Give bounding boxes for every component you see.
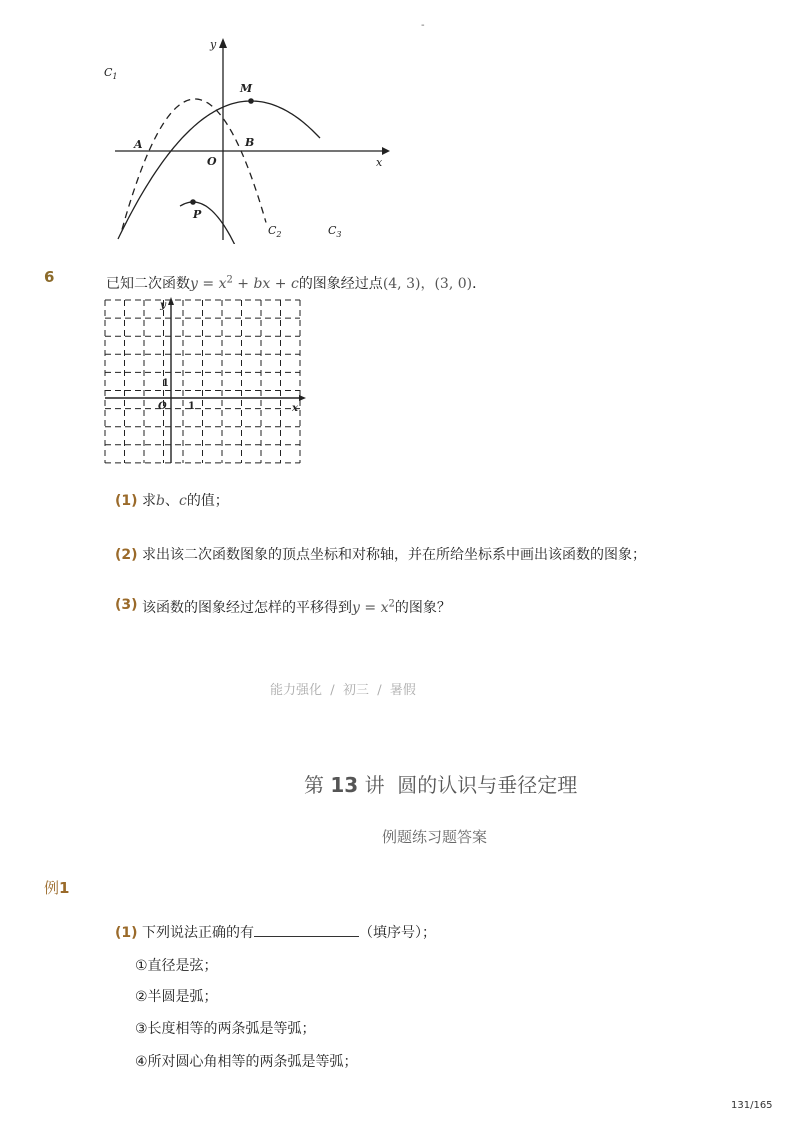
option-3: ③长度相等的两条弧是等弧；	[135, 1021, 316, 1037]
sub-question-1: (1) 求b、c的值；	[115, 493, 229, 509]
grid-label-x: x	[292, 403, 298, 414]
sub-question-3: (3) 该函数的图象经过怎样的平移得到$y = x^2$的图象？	[115, 597, 451, 616]
grid-label-one-y: 1	[162, 378, 169, 389]
point-p	[190, 199, 196, 205]
label-b: B	[245, 136, 255, 149]
page-footer: 能力强化 / 初三 / 暑假	[270, 683, 416, 698]
option-1: ①直径是弦；	[135, 958, 218, 974]
chapter-title: 第 13 讲 圆的认识与垂径定理	[304, 773, 578, 797]
y-axis-arrow	[219, 38, 227, 48]
option-2: ②半圆是弧；	[135, 989, 218, 1005]
chapter-subtitle: 例题练习题答案	[382, 828, 488, 846]
point-m	[248, 98, 254, 104]
label-x: x	[376, 156, 383, 169]
label-c1: $C_1$	[104, 66, 118, 81]
label-c3: $C_3$	[328, 224, 342, 239]
grid-label-y: y	[160, 300, 166, 311]
option-4: ④所对圆心角相等的两条弧是等弧；	[135, 1054, 358, 1070]
grid-x-arrow	[299, 395, 306, 401]
answer-blank[interactable]	[254, 924, 359, 937]
parabola-figure	[100, 34, 400, 244]
x-axis-arrow	[382, 147, 390, 155]
example-label: 例1	[44, 879, 70, 897]
grid-label-o: O	[158, 401, 167, 412]
grid-label-one-x: 1	[188, 401, 195, 412]
label-p: P	[193, 208, 202, 221]
question-number: 6	[44, 268, 55, 286]
label-a: A	[134, 138, 143, 151]
label-m: M	[240, 82, 253, 95]
grid-coordinate-figure	[100, 295, 310, 467]
page-number: 131/165	[731, 1100, 773, 1111]
example-question-1: (1) 下列说法正确的有 （填序号）；	[115, 925, 436, 941]
sub-question-2: (2) 求出该二次函数图象的顶点坐标和对称轴，并在所给坐标系中画出该函数的图象；	[115, 547, 646, 563]
label-c2: $C_2$	[268, 224, 282, 239]
question-text: 已知二次函数$y = x^2$ + bx + c的图象经过点(4, 3)，(3, 0)．	[106, 274, 487, 292]
label-y: y	[210, 38, 217, 51]
top-mark: -	[421, 20, 425, 31]
label-o: O	[207, 155, 217, 168]
grid-y-arrow	[168, 297, 174, 305]
